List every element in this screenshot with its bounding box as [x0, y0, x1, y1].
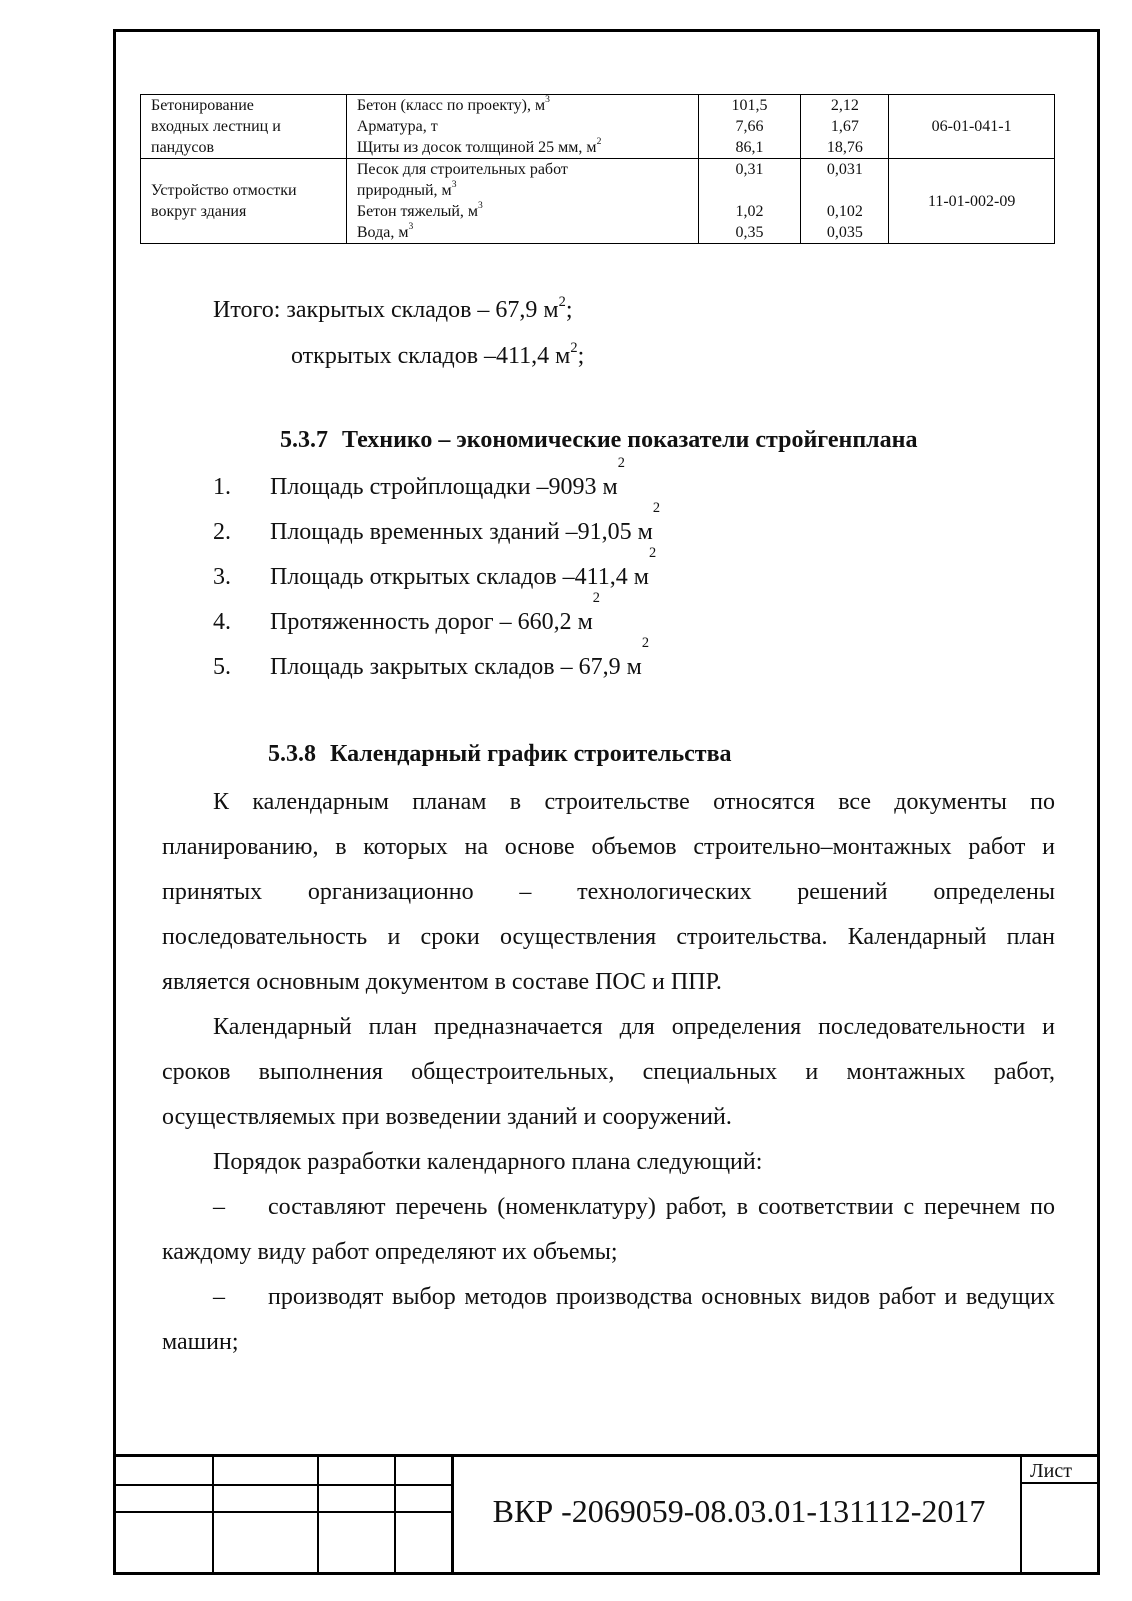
section-body — [162, 780, 1055, 1365]
paragraph: К календарным планам в строительстве относятся все документы по планированию, в которых на основе объемов строительно–монтажных работ и принятых организационно – технологических решений определены последовательность и сроки осуществления строительства. Календарный план является основным документом в составе ПОС и ППР. — [162, 789, 1055, 995]
list-item: 4. Протяженность дорог – 660,2 м $^2$ — [213, 589, 600, 635]
norm-code-cell: 11-01-002-09 — [889, 159, 1055, 244]
materials-cell: Песок для строительных работ природный, $м^3$ Бетон тяжелый, $м^3$ Вода, $м^3$ — [346, 159, 698, 244]
bullet-item: – производят выбор методов производства основных видов работ и ведущих машин; — [162, 1284, 1055, 1355]
indicators-list — [213, 454, 661, 690]
list-item: 2. Площадь временных зданий –91,05 м $^2$ — [213, 499, 661, 545]
section-heading: 5.3.7 Технико – экономические показатели стройгенплана — [280, 427, 918, 453]
work-cell: Бетонирование входных лестниц и пандусов — [141, 95, 347, 159]
quantity-cell: 2,12 1,67 18,76 — [801, 95, 889, 159]
work-cell: Устройство отмостки вокруг здания — [141, 159, 347, 244]
paragraph: Календарный план предназначается для определения последовательности и сроков выполнения общестроительных, специальных и монтажных работ, осуществляемых при возведении зданий и сооружений. — [162, 1014, 1055, 1130]
section-heading: 5.3.8 Календарный график строительства — [268, 741, 732, 767]
paragraph: Порядок разработки календарного плана следующий: — [213, 1149, 763, 1175]
closed-warehouses-total: Итого: закрытых складов – 67,9 $м^2$; — [213, 293, 573, 323]
warehouse-totals — [213, 287, 584, 379]
norm-code-cell: 06-01-041-1 — [889, 95, 1055, 159]
list-item: 5. Площадь закрытых складов – 67,9 м $^2$ — [213, 634, 650, 680]
list-item: 1. Площадь стройплощадки –9093 м $^2$ — [213, 454, 625, 500]
quantity-cell: 0,31 1,02 0,35 — [698, 159, 801, 244]
quantity-cell: 101,5 7,66 86,1 — [698, 95, 801, 159]
sheet-label: Лист — [1030, 1460, 1072, 1482]
table-row — [141, 159, 1055, 244]
document-code: ВКР -2069059-08.03.01-131112-2017 — [492, 1493, 986, 1529]
quantity-cell: 0,031 0,102 0,035 — [801, 159, 889, 244]
open-warehouses-total: открытых складов –411,4 $м^2$; — [291, 339, 585, 369]
materials-table — [140, 94, 1055, 244]
bullet-item: – составляют перечень (номенклатуру) работ, в соответствии с перечнем по каждому виду работ определяют их объемы; — [162, 1194, 1055, 1265]
table-row — [141, 95, 1055, 159]
list-item: 3. Площадь открытых складов –411,4 м $^2$ — [213, 544, 657, 590]
materials-cell: Бетон (класс по проекту), $м^3$ Арматура, т Щиты из досок толщиной 25 мм, $м^2$ — [346, 95, 698, 159]
